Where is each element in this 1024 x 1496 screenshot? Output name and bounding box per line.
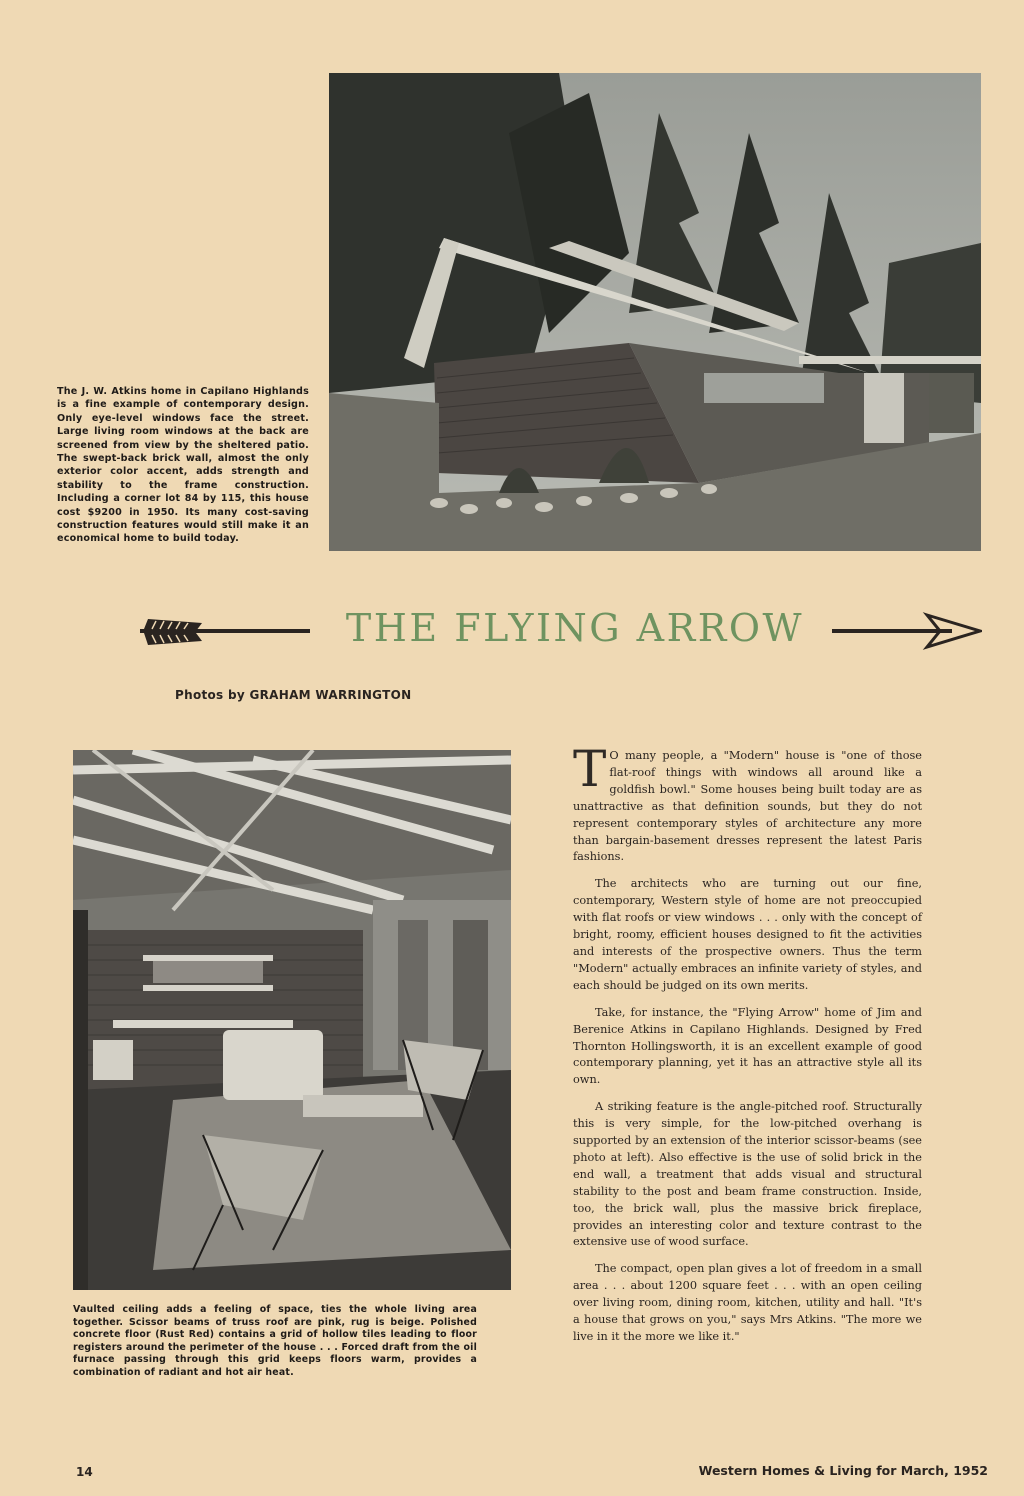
living-room-photo bbox=[73, 750, 511, 1290]
article-body bbox=[573, 740, 922, 1356]
article-paragraph-text: O many people, a "Modern" house is "one of those flat-roof things with windows all around like a goldfish bowl." Some houses being built today are as unattractive as that definition sounds, but they do not represent contemporary styles of architecture any more than bargain-basement dresses represent the latest Paris fashions. bbox=[573, 749, 922, 864]
interior-photo-caption: Vaulted ceiling adds a feeling of space, ties the whole living area together. Scissor beams of truss roof are pink, rug is beige. Polished concrete floor (Rust Red) contains a grid of hollow tiles leading to floor registers around the perimeter of the house . . . Forced draft from the oil furnace passing through this grid keeps floors warm, provides a combination of radiant and hot air heat. bbox=[73, 1304, 477, 1378]
article-paragraph: A striking feature is the angle-pitched roof. Structurally this is very simple, for the low-pitched overhang is supported by an extension of the interior scissor-beams (see photo at left). Also effective is the use of solid brick in the end wall, a treatment that adds visual and structural stability to the post and beam frame construction. Inside, too, the brick wall, plus the massive brick fireplace, provides an interesting color and texture contrast to the extensive use of wood surface. bbox=[573, 1100, 922, 1249]
publication-footer: Western Homes & Living for March, 1952 bbox=[698, 1463, 988, 1478]
article-paragraph bbox=[573, 740, 922, 866]
article-title: THE FLYING ARROW bbox=[345, 606, 805, 650]
arrow-head-icon bbox=[832, 611, 982, 651]
article-paragraph: The architects who are turning out our fine, contemporary, Western style of home are not preoccupied with flat roofs or view windows . . . only with the concept of bright, roomy, efficient houses designed to fit the activities and interests of the prospective owners. Thus the term "Modern" actually embraces an infinite variety of styles, and each should be judged on its own merits. bbox=[573, 877, 922, 992]
exterior-photo-caption: The J. W. Atkins home in Capilano Highlands is a fine example of contemporary design. Only eye-level windows face the street. Large living room windows at the back are screened from view by the sheltered patio. The swept-back brick wall, almost the only exterior color accent, adds strength and stability to the frame construction. Including a corner lot 84 by 115, this house cost $9200 in 1950. Its many cost-saving construction features would still make it an economical home to build today. bbox=[57, 386, 309, 545]
drop-cap: T bbox=[573, 740, 607, 798]
photo-credit: Photos by GRAHAM WARRINGTON bbox=[175, 688, 412, 702]
house-exterior-photo bbox=[329, 73, 981, 551]
arrow-fletching-icon bbox=[140, 613, 310, 649]
article-paragraph: Take, for instance, the "Flying Arrow" home of Jim and Berenice Atkins in Capilano Highlands. Designed by Fred Thornton Hollingsworth, it is an excellent example of good contemporary planning, yet it has an attractive style all its own. bbox=[573, 1005, 922, 1087]
article-paragraph: The compact, open plan gives a lot of freedom in a small area . . . about 1200 square feet . . . with an open ceiling over living room, dining room, kitchen, utility and hall. "It's a house that grows on you," says Mrs Atkins. "The more we live in it the more we like it." bbox=[573, 1262, 922, 1343]
page-number: 14 bbox=[76, 1465, 93, 1479]
